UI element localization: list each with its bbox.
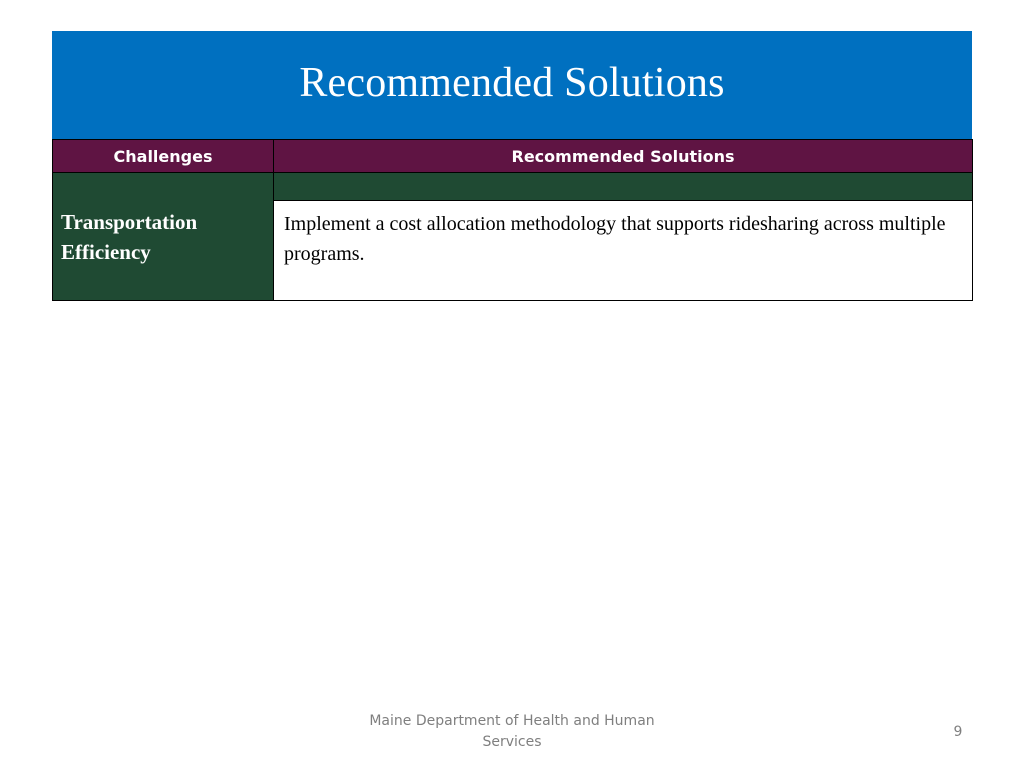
slide-title: Recommended Solutions <box>299 60 725 106</box>
solutions-table <box>52 139 973 301</box>
solution-spacer-cell <box>274 173 973 201</box>
table-row <box>53 173 973 201</box>
challenge-cell: Transportation Efficiency <box>53 173 274 301</box>
header-recommended-solutions: Recommended Solutions <box>274 140 973 173</box>
solution-cell: Implement a cost allocation methodology that supports ridesharing across multiple programs. <box>274 201 973 301</box>
header-challenges: Challenges <box>53 140 274 173</box>
slide-number: 9 <box>953 724 963 740</box>
table-header-row <box>53 140 973 173</box>
footer-organization: Maine Department of Health and Human Services <box>369 713 655 750</box>
title-banner <box>52 31 972 139</box>
